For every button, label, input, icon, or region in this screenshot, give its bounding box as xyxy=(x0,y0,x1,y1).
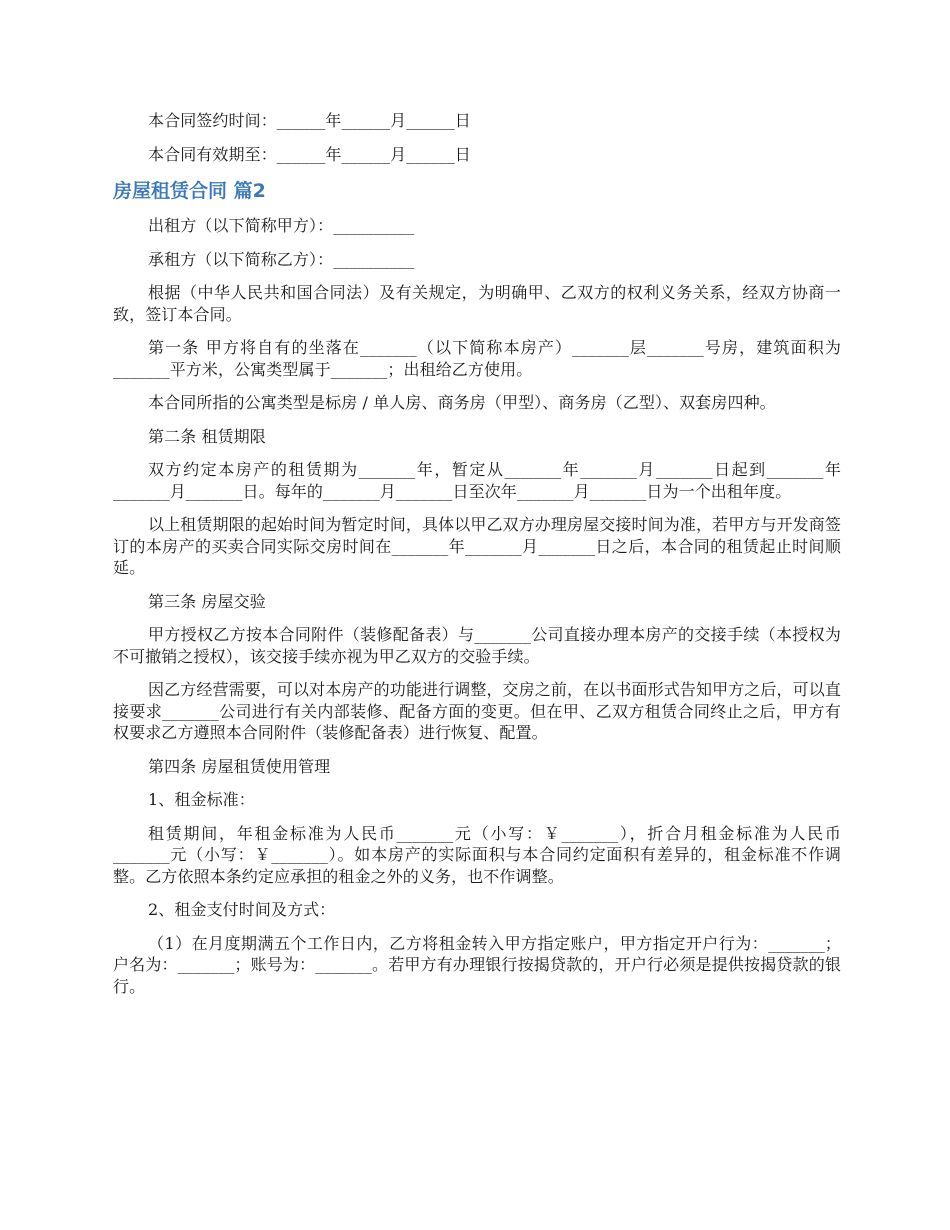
rent-standard-paragraph: 租赁期间，年租金标准为人民币_______元（小写：￥_______），折合月租金标准为人民币_______元（小写：￥_______）。如本房产的实际面积与本合同约定面积有差异的，租金标准不作调整。乙方依照本条约定应承担的租金之外的义务，也不作调整。 xyxy=(113,823,841,886)
term-start-paragraph: 以上租赁期限的起始时间为暂定时间，具体以甲乙双方办理房屋交接时间为准，若甲方与开发商签订的本房产的买卖合同实际交房时间在_______年_______月_______日之后，本合同的租赁起止时间顺延。 xyxy=(113,515,841,577)
apartment-types-paragraph: 本合同所指的公寓类型是标房 / 单人房、商务房（甲型）、商务房（乙型）、双套房四种。 xyxy=(148,393,776,412)
article-3-title: 第三条 房屋交验 xyxy=(148,591,266,611)
validity-date-line: 本合同有效期至：______年______月______日 xyxy=(148,144,471,164)
section-heading: 房屋租赁合同 篇2 xyxy=(113,180,266,202)
preamble-paragraph: 根据（中华人民共和国合同法）及有关规定，为明确甲、乙双方的权利义务关系，经双方协商一致，签订本合同。 xyxy=(113,283,841,324)
document-body xyxy=(113,110,841,1009)
payment-paragraph: （1）在月度期满五个工作日内，乙方将租金转入甲方指定账户，甲方指定开户行为：_______；户名为：_______；账号为：_______。若甲方有办理银行按揭贷款的，开户行必须是提供按揭贷款的银行。 xyxy=(113,933,841,996)
article-1-paragraph: 第一条 甲方将自有的坐落在_______（以下简称本房产）_______层_______号房，建筑面积为_______平方米，公寓类型属于_______；出租给乙方使用。 xyxy=(113,338,841,379)
adjustment-paragraph: 因乙方经营需要，可以对本房产的功能进行调整，交房之前，在以书面形式告知甲方之后，可以直接要求_______公司进行有关内部装修、配备方面的变更。但在甲、乙双方租赁合同终止之后，甲方有权要求乙方遵照本合同附件（装修配备表）进行恢复、配置。 xyxy=(113,680,841,742)
rent-standard-title: 1、租金标准： xyxy=(148,790,255,809)
lessor-line: 出租方（以下简称甲方）：__________ xyxy=(148,216,415,235)
lessee-line: 承租方（以下简称乙方）：__________ xyxy=(148,249,415,269)
signing-date-line: 本合同签约时间：______年______月______日 xyxy=(148,111,471,130)
payment-title: 2、租金支付时间及方式： xyxy=(148,900,336,919)
handover-paragraph: 甲方授权乙方按本合同附件（装修配备表）与_______公司直接办理本房产的交接手续（本授权为不可撤销之授权），该交接手续亦视为甲乙双方的交验手续。 xyxy=(113,625,841,666)
article-4-title: 第四条 房屋租赁使用管理 xyxy=(148,756,331,776)
lease-term-paragraph: 双方约定本房产的租赁期为_______年，暂定从_______年_______月_______日起到_______年_______月_______日。每年的_______月_______日至次年_______月_______日为一个出租年度。 xyxy=(113,460,841,501)
article-2-title: 第二条 租赁期限 xyxy=(148,426,266,446)
